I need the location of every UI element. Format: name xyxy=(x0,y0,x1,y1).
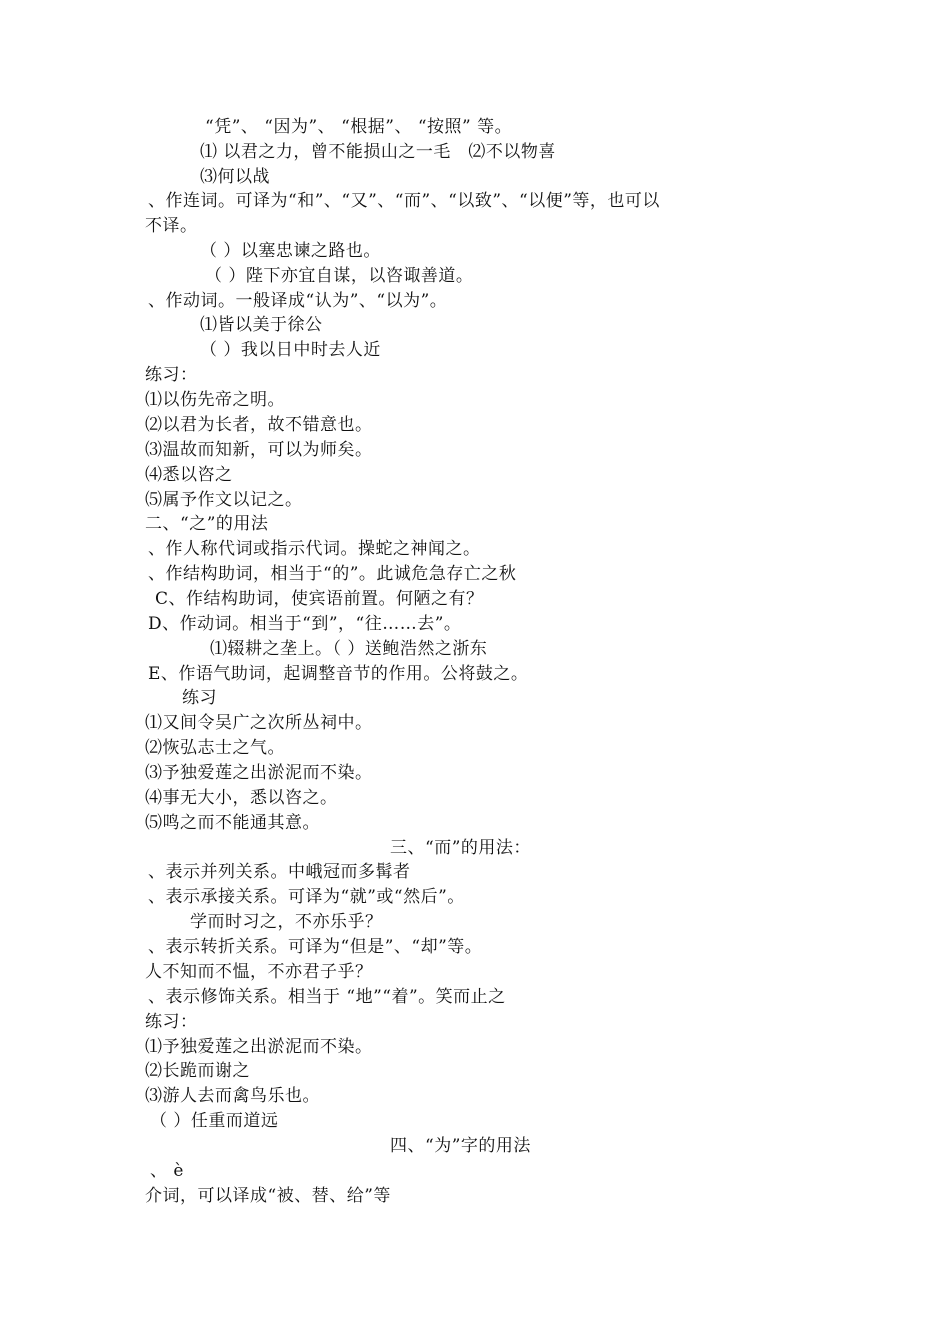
text-line: ⑴ 以君之力，曾不能损山之一毛 ⑵不以物喜 xyxy=(200,142,556,162)
text-line: 、表示承接关系。可译为“就”或“然后”。 xyxy=(148,887,465,907)
exercise-item: ⑴予独爱莲之出淤泥而不染。 xyxy=(145,1037,373,1057)
text-line: 不译。 xyxy=(145,216,198,236)
section-heading: 三、“而”的用法： xyxy=(390,838,531,858)
text-line: E、作语气助词，起调整音节的作用。公将鼓之。 xyxy=(148,664,529,684)
text-line: C、作结构助词，使宾语前置。何陋之有？ xyxy=(155,589,484,609)
text-line: 、作结构助词，相当于“的”。此诚危急存亡之秋 xyxy=(148,564,517,584)
text-line: 、作连词。可译为“和”、“又”、“而”、“以致”、“以便”等，也可以 xyxy=(148,191,660,211)
text-line: 、表示修饰关系。相当于 “地”“着”。笑而止之 xyxy=(148,987,506,1007)
exercise-item: ⑶温故而知新，可以为师矣。 xyxy=(145,440,373,460)
text-line: 、作人称代词或指示代词。操蛇之神闻之。 xyxy=(148,539,481,559)
exercise-heading: 练习 xyxy=(182,688,217,708)
exercise-item: ⑷悉以咨之 xyxy=(145,465,233,485)
text-line: （ ）以塞忠谏之路也。 xyxy=(200,241,381,261)
exercise-item: ⑵长跪而谢之 xyxy=(145,1061,250,1081)
exercise-item: ⑷事无大小，悉以咨之。 xyxy=(145,788,338,808)
exercise-item: ⑵以君为长者，故不错意也。 xyxy=(145,415,373,435)
section-heading: 四、“为”字的用法 xyxy=(390,1136,531,1156)
exercise-item: ⑶予独爱莲之出淤泥而不染。 xyxy=(145,763,373,783)
exercise-heading: 练习： xyxy=(145,365,198,385)
text-line: （ ）陛下亦宜自谋，以咨诹善道。 xyxy=(205,266,474,286)
exercise-item: ⑴以伤先帝之明。 xyxy=(145,390,285,410)
exercise-item: ⑵恢弘志士之气。 xyxy=(145,738,285,758)
text-line: “凭”、 “因为”、 “根据”、 “按照” 等。 xyxy=(205,117,513,137)
text-line: 、 è xyxy=(150,1161,184,1181)
exercise-item: ⑶游人去而禽鸟乐也。 xyxy=(145,1086,320,1106)
text-line: ⑴皆以美于徐公 xyxy=(200,315,323,335)
exercise-item: ⑸鸣之而不能通其意。 xyxy=(145,813,320,833)
text-line: 介词，可以译成“被、替、给”等 xyxy=(145,1186,391,1206)
exercise-item: （ ）任重而道远 xyxy=(150,1111,279,1131)
text-line: 、表示转折关系。可译为“但是”、“却”等。 xyxy=(148,937,483,957)
text-line: 、表示并列关系。中峨冠而多髯者 xyxy=(148,862,411,882)
text-line: ⑴辍耕之垄上。（ ）送鲍浩然之浙东 xyxy=(210,639,488,659)
text-line: ⑶何以战 xyxy=(200,167,270,187)
section-heading: 二、“之”的用法 xyxy=(145,514,269,534)
section-heading: 、作动词。一般译成“认为”、“以为”。 xyxy=(148,291,448,311)
exercise-item: ⑸属予作文以记之。 xyxy=(145,490,303,510)
text-line: （ ）我以日中时去人近 xyxy=(200,340,381,360)
text-line: D、作动词。相当于“到”，“往……去”。 xyxy=(148,614,462,634)
exercise-item: ⑴又间令吴广之次所丛祠中。 xyxy=(145,713,373,733)
text-line: 学而时习之，不亦乐乎？ xyxy=(190,912,383,932)
exercise-heading: 练习： xyxy=(145,1012,198,1032)
text-line: 人不知而不愠，不亦君子乎？ xyxy=(145,962,373,982)
